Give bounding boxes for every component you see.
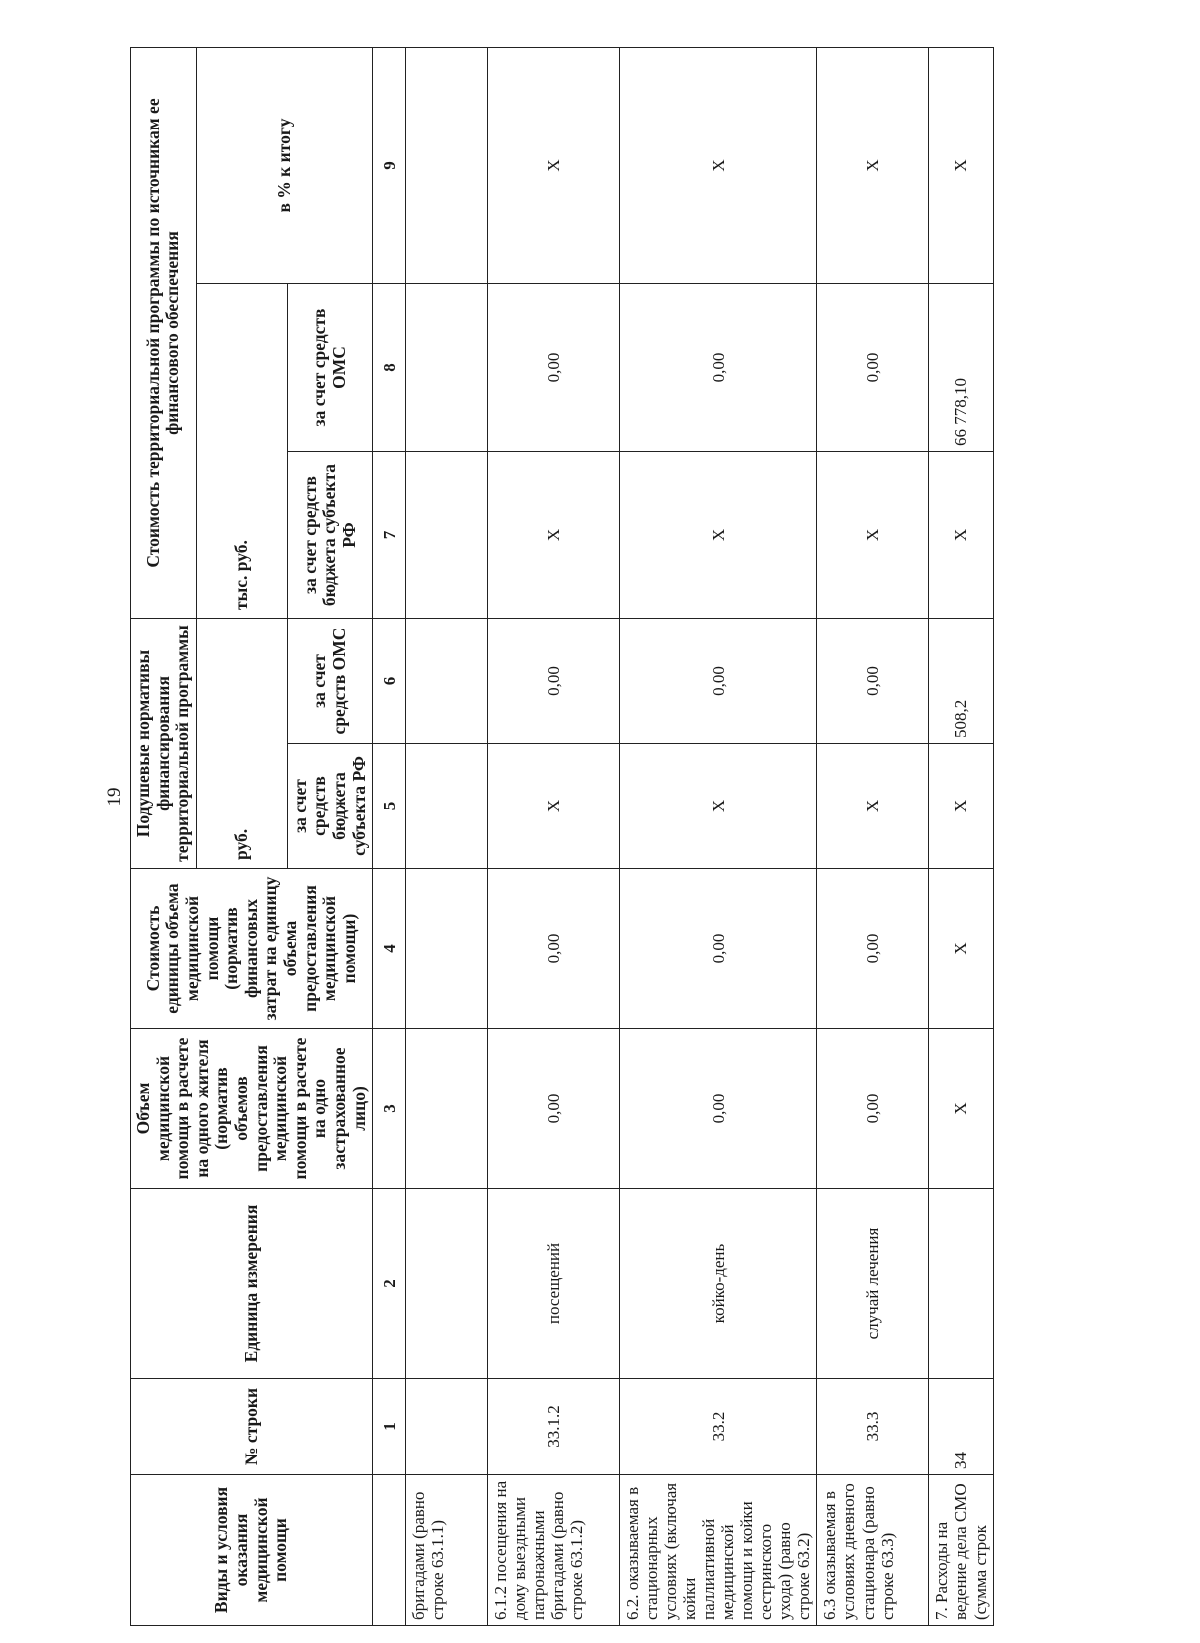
row-volume: 0,00 xyxy=(488,1029,620,1189)
column-number-row xyxy=(373,48,406,1626)
header-unit: Единица измерения xyxy=(131,1189,373,1379)
rotated-table-frame xyxy=(130,48,1020,1626)
row-name: 7. Расходы на ведение дела СМО (сумма строк xyxy=(929,1475,993,1626)
row-cost-oms xyxy=(406,284,488,452)
header-unit-rub: руб. xyxy=(196,619,287,869)
row-cost-per-unit: 0,00 xyxy=(817,869,929,1029)
row-cost-oms: 0,00 xyxy=(488,284,620,452)
row-volume: 0,00 xyxy=(817,1029,929,1189)
row-per-capita-oms: 508,2 xyxy=(929,619,993,744)
row-percent xyxy=(406,48,488,284)
row-cost-oms: 0,00 xyxy=(817,284,929,452)
row-cost-budget: Х xyxy=(620,452,817,619)
header-per-capita-oms: за счет средств ОМС xyxy=(287,619,372,744)
table-row xyxy=(620,48,817,1626)
row-cost-per-unit: 0,00 xyxy=(620,869,817,1029)
column-number: 4 xyxy=(373,869,406,1029)
row-percent: Х xyxy=(817,48,929,284)
row-cost-oms: 66 778,10 xyxy=(929,284,993,452)
row-cost-oms: 0,00 xyxy=(620,284,817,452)
header-percent: в % к итогу xyxy=(196,48,372,284)
column-number: 5 xyxy=(373,744,406,869)
column-number: 9 xyxy=(373,48,406,284)
column-number: 6 xyxy=(373,619,406,744)
table-row xyxy=(929,48,993,1626)
table-row xyxy=(488,48,620,1626)
column-number: 2 xyxy=(373,1189,406,1379)
header-cost-oms: за счет средств ОМС xyxy=(287,284,372,452)
row-volume xyxy=(406,1029,488,1189)
financing-table xyxy=(130,47,994,1626)
column-number: 1 xyxy=(373,1379,406,1475)
row-number: 33.2 xyxy=(620,1379,817,1475)
row-percent: Х xyxy=(488,48,620,284)
row-per-capita-budget: Х xyxy=(929,744,993,869)
row-number: 33.1.2 xyxy=(488,1379,620,1475)
row-number: 33.3 xyxy=(817,1379,929,1475)
column-number-blank xyxy=(373,1475,406,1626)
header-program-cost-group: Стоимость территориальной программы по источникам ее финансового обеспечения xyxy=(131,48,197,619)
row-per-capita-oms: 0,00 xyxy=(488,619,620,744)
table-row xyxy=(817,48,929,1626)
row-cost-budget: Х xyxy=(488,452,620,619)
row-per-capita-budget xyxy=(406,744,488,869)
row-cost-per-unit xyxy=(406,869,488,1029)
row-percent: Х xyxy=(929,48,993,284)
row-number xyxy=(406,1379,488,1475)
header-unit-thousand-rub: тыс. руб. xyxy=(196,284,287,619)
header-per-capita-group: Подушевые нормативы финансирования территориальной программы xyxy=(131,619,197,869)
row-cost-per-unit: 0,00 xyxy=(488,869,620,1029)
header-cost-budget: за счет средств бюджета субъекта РФ xyxy=(287,452,372,619)
row-per-capita-oms xyxy=(406,619,488,744)
header-row-number: № строки xyxy=(131,1379,373,1475)
row-cost-budget: Х xyxy=(929,452,993,619)
row-name: 6.1.2 посещения на дому выездными патронажными бригадами (равно строке 63.1.2) xyxy=(488,1475,620,1626)
page-number: 19 xyxy=(104,787,125,807)
column-number: 7 xyxy=(373,452,406,619)
row-per-capita-budget: Х xyxy=(620,744,817,869)
row-unit: случай лечения xyxy=(817,1189,929,1379)
header-per-capita-budget: за счет средств бюджета субъекта РФ xyxy=(287,744,372,869)
header-types: Виды и условия оказания медицинской помощи xyxy=(131,1475,373,1626)
row-volume: Х xyxy=(929,1029,993,1189)
row-name: бригадами (равно строке 63.1.1) xyxy=(406,1475,488,1626)
row-per-capita-budget: Х xyxy=(817,744,929,869)
row-name: 6.3 оказываемая в условиях дневного стационара (равно строке 63.3) xyxy=(817,1475,929,1626)
header-cost-per-unit: Стоимость единицы объема медицинской помощи (норматив финансовых затрат на единицу объема предоставления медицинской помощи) xyxy=(131,869,373,1029)
row-percent: Х xyxy=(620,48,817,284)
row-cost-per-unit: Х xyxy=(929,869,993,1029)
row-name: 6.2. оказываемая в стационарных условиях (включая койки паллиативной медицинской помощи и койки сестринского ухода) (равно строке 63.2) xyxy=(620,1475,817,1626)
row-unit xyxy=(929,1189,993,1379)
row-per-capita-budget: Х xyxy=(488,744,620,869)
row-number: 34 xyxy=(929,1379,993,1475)
row-unit: посещений xyxy=(488,1189,620,1379)
row-unit xyxy=(406,1189,488,1379)
column-number: 3 xyxy=(373,1029,406,1189)
row-per-capita-oms: 0,00 xyxy=(620,619,817,744)
row-per-capita-oms: 0,00 xyxy=(817,619,929,744)
table-row xyxy=(406,48,488,1626)
column-number: 8 xyxy=(373,284,406,452)
row-volume: 0,00 xyxy=(620,1029,817,1189)
header-row-1 xyxy=(131,48,197,1626)
row-cost-budget xyxy=(406,452,488,619)
header-volume: Объем медицинской помощи в расчете на одного жителя (норматив объемов предоставления медицинской помощи в расчете на одно застрахованное лицо) xyxy=(131,1029,373,1189)
row-cost-budget: Х xyxy=(817,452,929,619)
row-unit: койко-день xyxy=(620,1189,817,1379)
